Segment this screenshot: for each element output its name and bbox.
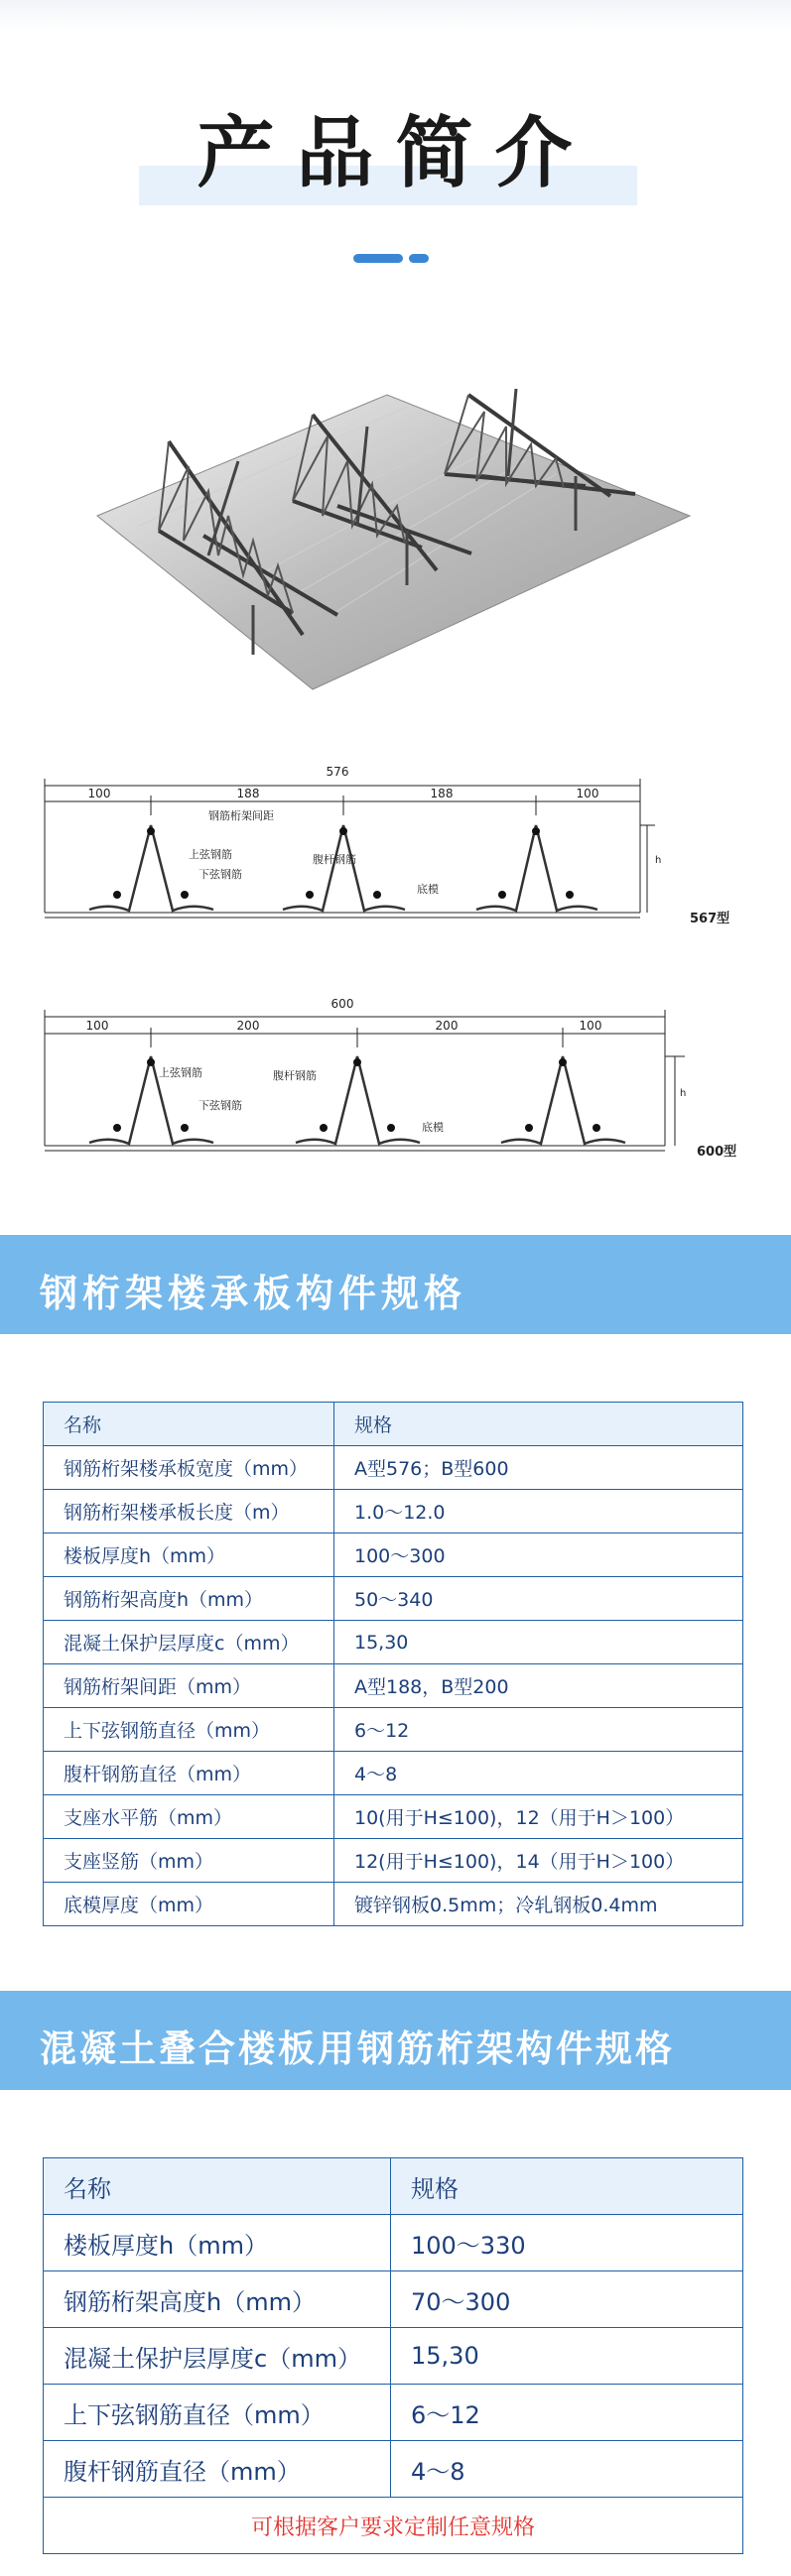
spec-value-cell: 12(用于H≤100)，14（用于H＞100） <box>334 1839 743 1883</box>
segment-dim-label: 200 <box>435 1019 459 1033</box>
table-row <box>44 2215 743 2271</box>
spec-value-cell: 10(用于H≤100)，12（用于H＞100） <box>334 1795 743 1839</box>
section-banner-steel-truss-deck <box>0 1235 791 1334</box>
spec-table-composite-slab <box>43 2157 743 2554</box>
table-row <box>44 1752 743 1795</box>
spec-name-cell: 混凝土保护层厚度c（mm） <box>44 1621 334 1664</box>
cross-section-diagrams <box>40 754 754 1210</box>
truss-deck-photo <box>79 367 715 694</box>
spec-name-cell: 支座水平筋（mm） <box>44 1795 334 1839</box>
table-note-row <box>44 2498 743 2554</box>
section-title: 钢桁架楼承板构件规格 <box>40 1272 467 1315</box>
segment-dim-label: 100 <box>87 787 111 800</box>
segment-dim-label: 188 <box>430 787 454 800</box>
spec-name-cell: 钢筋桁架高度h（mm） <box>44 2271 391 2328</box>
spec-value-cell: 100～330 <box>391 2215 743 2271</box>
spec-value-cell: 100～300 <box>334 1533 743 1577</box>
spec-name-cell: 底模厚度（mm） <box>44 1883 334 1926</box>
table-row <box>44 1533 743 1577</box>
section-diagram-567 <box>45 765 729 926</box>
title-block <box>0 94 791 213</box>
table-row <box>44 1708 743 1752</box>
segment-dim-label: 200 <box>236 1019 260 1033</box>
table-header-row <box>44 2158 743 2215</box>
total-dim-label: 576 <box>326 765 349 779</box>
segment-dim-label: 100 <box>85 1019 109 1033</box>
section-banner-composite-slab <box>0 1991 791 2090</box>
spec-value-cell: 1.0～12.0 <box>334 1490 743 1533</box>
segment-dim-label: 100 <box>576 787 599 800</box>
spec-value-cell: 50～340 <box>334 1577 743 1621</box>
table-row <box>44 1795 743 1839</box>
spec-name-cell: 腹杆钢筋直径（mm） <box>44 1752 334 1795</box>
table-row <box>44 1621 743 1664</box>
segment-dim-label: 188 <box>236 787 260 800</box>
web-bar-label: 腹杆钢筋 <box>313 853 356 866</box>
spec-name-cell: 钢筋桁架楼承板长度（m） <box>44 1490 334 1533</box>
segment-dim-label: 100 <box>579 1019 602 1033</box>
table-row <box>44 2271 743 2328</box>
spec-value-cell: 70～300 <box>391 2271 743 2328</box>
table-row <box>44 2328 743 2385</box>
table-row <box>44 1490 743 1533</box>
spec-value-cell: A型188，B型200 <box>334 1664 743 1708</box>
table-header-row <box>44 1403 743 1446</box>
spacing-label: 钢筋桁架间距 <box>208 809 274 822</box>
column-header: 规格 <box>334 1403 743 1446</box>
custom-spec-note: 可根据客户要求定制任意规格 <box>44 2498 743 2554</box>
table-row <box>44 1577 743 1621</box>
section-title: 混凝土叠合楼板用钢筋桁架构件规格 <box>40 2027 675 2070</box>
lower-chord-label: 下弦钢筋 <box>198 868 242 881</box>
table-row <box>44 1446 743 1490</box>
spec-name-cell: 钢筋桁架楼承板宽度（mm） <box>44 1446 334 1490</box>
spec-table-steel-truss-deck <box>43 1402 743 1926</box>
spec-value-cell: A型576；B型600 <box>334 1446 743 1490</box>
table-row <box>44 2385 743 2441</box>
top-band <box>0 0 791 30</box>
spec-name-cell: 支座竖筋（mm） <box>44 1839 334 1883</box>
table-row <box>44 1839 743 1883</box>
table-row <box>44 1883 743 1926</box>
column-header: 名称 <box>44 1403 334 1446</box>
h-mark: h <box>680 1088 687 1099</box>
spec-name-cell: 钢筋桁架高度h（mm） <box>44 1577 334 1621</box>
spec-name-cell: 上下弦钢筋直径（mm） <box>44 1708 334 1752</box>
web-bar-label: 腹杆钢筋 <box>273 1069 317 1082</box>
upper-chord-label: 上弦钢筋 <box>189 848 232 861</box>
spec-name-cell: 混凝土保护层厚度c（mm） <box>44 2328 391 2385</box>
h-mark: h <box>655 855 662 866</box>
upper-chord-label: 上弦钢筋 <box>159 1066 202 1079</box>
total-dim-label: 600 <box>330 997 354 1011</box>
section-diagram-600 <box>45 997 736 1160</box>
spec-name-cell: 钢筋桁架间距（mm） <box>44 1664 334 1708</box>
lower-chord-label: 下弦钢筋 <box>198 1099 242 1112</box>
spec-name-cell: 腹杆钢筋直径（mm） <box>44 2441 391 2498</box>
spec-value-cell: 4～8 <box>391 2441 743 2498</box>
column-header: 规格 <box>391 2158 743 2215</box>
bottom-form-label: 底模 <box>422 1121 444 1134</box>
type-label-600: 600型 <box>697 1145 737 1160</box>
spec-value-cell: 15,30 <box>334 1621 743 1664</box>
spec-name-cell: 楼板厚度h（mm） <box>44 1533 334 1577</box>
spec-value-cell: 4～8 <box>334 1752 743 1795</box>
page-title: 产品简介 <box>197 109 594 198</box>
spec-name-cell: 上下弦钢筋直径（mm） <box>44 2385 391 2441</box>
title-dash-short <box>409 254 429 263</box>
type-label-567: 567型 <box>690 912 730 926</box>
spec-value-cell: 6～12 <box>334 1708 743 1752</box>
title-dash-long <box>353 254 403 263</box>
table-row <box>44 1664 743 1708</box>
spec-value-cell: 镀锌钢板0.5mm；冷轧钢板0.4mm <box>334 1883 743 1926</box>
bottom-form-label: 底模 <box>417 883 439 896</box>
spec-name-cell: 楼板厚度h（mm） <box>44 2215 391 2271</box>
spec-value-cell: 6～12 <box>391 2385 743 2441</box>
table-row <box>44 2441 743 2498</box>
spec-value-cell: 15,30 <box>391 2328 743 2385</box>
column-header: 名称 <box>44 2158 391 2215</box>
